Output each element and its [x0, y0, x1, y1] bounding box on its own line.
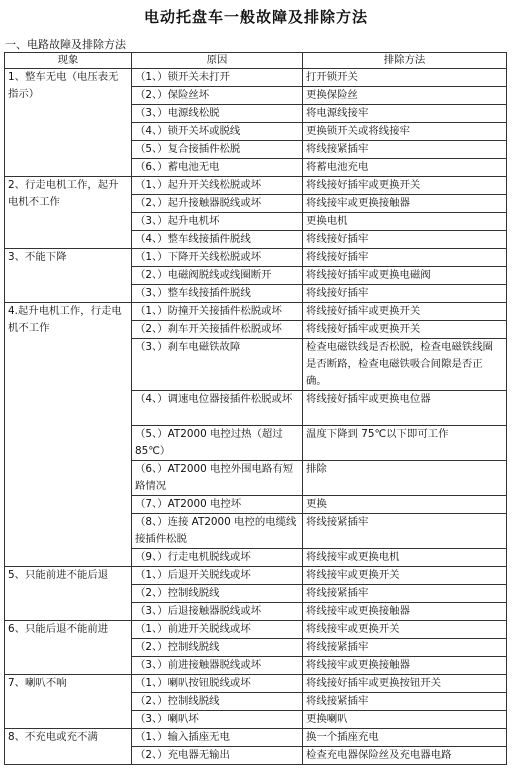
fix-cell: 检查充电器保险丝及充电器电路 — [303, 747, 507, 765]
fix-cell: 将线接好插牢或更换开关 — [303, 321, 507, 339]
fix-cell: 将线接好插牢 — [303, 249, 507, 267]
table-row — [5, 675, 507, 693]
cause-cell: （3、）整车线接插件脱线 — [132, 285, 303, 303]
cause-cell: （3、）起升电机坏 — [132, 213, 303, 231]
table-row — [5, 567, 507, 585]
cause-cell: （1、）输入插座无电 — [132, 729, 303, 747]
cause-cell: （1、）喇叭按钮脱线或坏 — [132, 675, 303, 693]
table-row — [5, 177, 507, 195]
cause-cell: （4、）调速电位器接插件松脱或坏 — [132, 391, 303, 426]
cause-cell: （3、）喇叭坏 — [132, 711, 303, 729]
cause-cell: （2、）充电器无输出 — [132, 747, 303, 765]
cause-cell: （1、）锁开关未打开 — [132, 69, 303, 87]
fix-cell: 打开锁开关 — [303, 69, 507, 87]
fix-cell: 将线接紧插牢 — [303, 141, 507, 159]
cause-cell: （3、）电源线松脱 — [132, 105, 303, 123]
fix-cell: 将线接好插牢 — [303, 285, 507, 303]
cause-cell: （9、）行走电机脱线或坏 — [132, 549, 303, 567]
symptom-cell: 5、只能前进不能后退 — [5, 567, 132, 621]
cause-cell: （1、）下降开关线松脱或坏 — [132, 249, 303, 267]
fix-cell: 温度下降到 75℃以下即可工作 — [303, 426, 507, 461]
fix-cell: 更换 — [303, 496, 507, 514]
cause-cell: （1、）起升开关线松脱或坏 — [132, 177, 303, 195]
cause-cell: （1、）防撞开关接插件松脱或坏 — [132, 303, 303, 321]
symptom-cell: 8、不充电或充不满 — [5, 729, 132, 765]
fix-cell: 将线接紧插牢 — [303, 514, 507, 549]
table-row — [5, 729, 507, 747]
cause-cell: （5、）AT2000 电控过热（超过 85℃） — [132, 426, 303, 461]
fix-cell: 将线接牢或更换接触器 — [303, 195, 507, 213]
fix-cell: 将线接好插牢或更换开关 — [303, 177, 507, 195]
symptom-cell: 7、喇叭不响 — [5, 675, 132, 729]
cause-cell: （2、）控制线脱线 — [132, 639, 303, 657]
fix-cell: 检查电磁铁线是否松脱，检查电磁铁线圈是否断路，检查电磁铁吸合间隙是否正确。 — [303, 339, 507, 391]
symptom-cell: 6、只能后退不能前进 — [5, 621, 132, 675]
fix-cell: 将蓄电池充电 — [303, 159, 507, 177]
table-row — [5, 249, 507, 267]
fix-cell: 将线接牢或更换接触器 — [303, 657, 507, 675]
cause-cell: （4、）锁开关坏或脱线 — [132, 123, 303, 141]
symptom-cell: 2、行走电机工作，起升电机不工作 — [5, 177, 132, 249]
cause-cell: （2、）起升接触器脱线或坏 — [132, 195, 303, 213]
fix-cell: 更换电机 — [303, 213, 507, 231]
cause-cell: （6、）AT2000 电控外围电路有短路情况 — [132, 461, 303, 496]
cause-cell: （1、）后退开关脱线或坏 — [132, 567, 303, 585]
section-heading: 一、电路故障及排除方法 — [5, 38, 126, 51]
header-fix: 排除方法 — [303, 53, 507, 69]
fix-cell: 将线接紧插牢 — [303, 639, 507, 657]
cause-cell: （3、）后退接触器脱线或坏 — [132, 603, 303, 621]
cause-cell: （6、）蓄电池无电 — [132, 159, 303, 177]
fix-cell: 将线接牢或更换开关 — [303, 567, 507, 585]
cause-cell: （7、）AT2000 电控坏 — [132, 496, 303, 514]
cause-cell: （2、）刹车开关接插件松脱或坏 — [132, 321, 303, 339]
cause-cell: （1、）前进开关脱线或坏 — [132, 621, 303, 639]
fix-cell: 将线接好插牢或更换按钮开关 — [303, 675, 507, 693]
symptom-cell: 1、整车无电（电压表无指示） — [5, 69, 132, 177]
cause-cell: （3、）前进接触器脱线或坏 — [132, 657, 303, 675]
symptom-cell: 3、不能下降 — [5, 249, 132, 303]
header-cause: 原因 — [132, 53, 303, 69]
fix-cell: 将线接好插牢或更换电磁阀 — [303, 267, 507, 285]
cause-cell: （5、）复合接插件松脱 — [132, 141, 303, 159]
fix-cell: 将线接紧插牢 — [303, 693, 507, 711]
fix-cell: 将线接好插牢 — [303, 231, 507, 249]
table-row — [5, 621, 507, 639]
table-row — [5, 303, 507, 321]
cause-cell: （3、）刹车电磁铁故障 — [132, 339, 303, 391]
table-body — [5, 69, 507, 765]
fix-cell: 换一个插座充电 — [303, 729, 507, 747]
cause-cell: （2、）控制线脱线 — [132, 693, 303, 711]
fix-cell: 更换喇叭 — [303, 711, 507, 729]
fix-cell: 将线接紧插牢 — [303, 585, 507, 603]
cause-cell: （8、）连接 AT2000 电控的电缆线接插件松脱 — [132, 514, 303, 549]
cause-cell: （4、）整车线接插件脱线 — [132, 231, 303, 249]
table-row — [5, 69, 507, 87]
cause-cell: （2、）电磁阀脱线或线圈断开 — [132, 267, 303, 285]
symptom-cell: 4.起升电机工作，行走电机不工作 — [5, 303, 132, 567]
cause-cell: （2、）控制线脱线 — [132, 585, 303, 603]
cause-cell: （2、）保险丝坏 — [132, 87, 303, 105]
fix-cell: 更换保险丝 — [303, 87, 507, 105]
fault-table — [4, 52, 507, 765]
fix-cell: 将线接牢或更换接触器 — [303, 603, 507, 621]
fix-cell: 更换锁开关或将线接牢 — [303, 123, 507, 141]
table-header-row — [5, 53, 507, 69]
fix-cell: 将线接好插牢或更换开关 — [303, 303, 507, 321]
fix-cell: 将线接牢或更换开关 — [303, 621, 507, 639]
header-symptom: 现象 — [5, 53, 132, 69]
page-title: 电动托盘车一般故障及排除方法 — [143, 8, 368, 26]
fix-cell: 排除 — [303, 461, 507, 496]
fix-cell: 将电源线接牢 — [303, 105, 507, 123]
fix-cell: 将线接牢或更换电机 — [303, 549, 507, 567]
fix-cell: 将线接好插牢或更换电位器 — [303, 391, 507, 426]
